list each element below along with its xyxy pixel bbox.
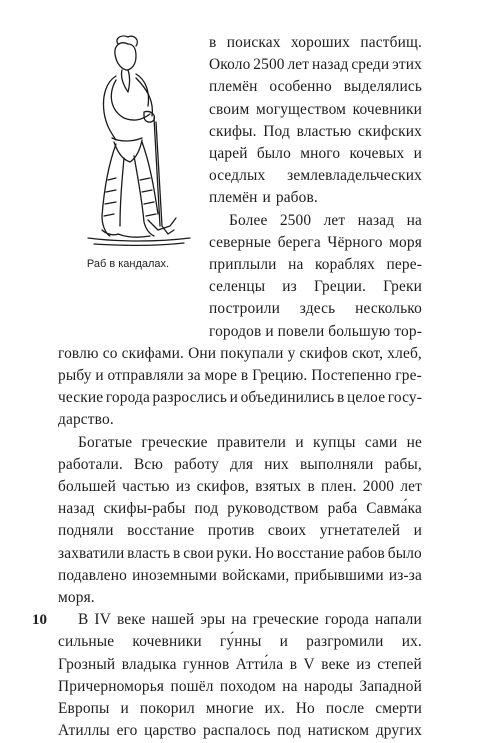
text-line: работали. Всю работу для них выполняли рабы, xyxy=(58,455,422,473)
text-line: племён особенно выделялись xyxy=(209,78,422,96)
text-line: оседлых землевладельческих xyxy=(209,167,422,185)
text-line: ческие города разрослись и объединились в целое госу- xyxy=(58,389,422,407)
text-line: Грозный владыка гуннов Атти́ла в V веке из степей xyxy=(58,655,422,673)
text-line: рыбу и отправляли за море в Грецию. Постепенно гре- xyxy=(58,367,422,385)
text-line: городов и повели большую тор- xyxy=(209,322,422,340)
text-line: своим могуществом кочевники xyxy=(209,100,422,118)
text-line: селенцы из Греции. Греки xyxy=(209,278,422,296)
text-line: подняли восстание против своих угнетателей и xyxy=(58,522,422,540)
page-number: 10 xyxy=(32,612,47,628)
text-line: Причерноморья пошёл походом на народы Западной xyxy=(58,677,422,695)
text-line: дарство. xyxy=(58,411,114,429)
text-line: племён и рабов. xyxy=(209,189,318,207)
text-line: Европы и покорил многие их. Но после смерти xyxy=(58,700,422,718)
text-line: моря. xyxy=(58,589,95,607)
text-line: Около 2500 лет назад среди этих xyxy=(209,56,422,74)
text-line: В IV веке нашей эры на греческие города напали xyxy=(78,611,422,629)
text-line: скифы. Под властью скифских xyxy=(209,122,422,140)
text-line: построили здесь несколько xyxy=(209,300,422,318)
figure-caption: Раб в кандалах. xyxy=(86,258,170,270)
text-line: Богатые греческие правители и купцы сами не xyxy=(78,433,422,451)
text-line: подавлено иноземными войсками, прибывшими из-за xyxy=(58,566,422,584)
text-line: назад скифы-рабы под руководством раба Савма́ка xyxy=(58,500,422,518)
text-line: захватили власть в свои руки. Но восстание рабов было xyxy=(58,544,422,562)
text-line: Атиллы его царство распалось под натиском других xyxy=(58,722,422,740)
text-line: говлю со скифами. Они покупали у скифов скот, хлеб, xyxy=(58,344,422,362)
main-text xyxy=(58,32,422,743)
text-line: сильные кочевники гу́нны и разгромили их. xyxy=(58,633,422,651)
text-line: приплыли на кораблях пере- xyxy=(209,256,422,274)
text-line: Более 2500 лет назад на xyxy=(229,211,422,229)
text-line: большей частью из скифов, взятых в плен. 2000 лет xyxy=(58,478,422,496)
wrapped-text-column xyxy=(209,32,422,343)
full-width-text xyxy=(58,343,422,743)
text-line: царей было много кочевых и xyxy=(209,145,422,163)
text-line: в поисках хороших пастбищ. xyxy=(209,34,422,51)
text-line: северные берега Чёрного моря xyxy=(209,233,422,251)
